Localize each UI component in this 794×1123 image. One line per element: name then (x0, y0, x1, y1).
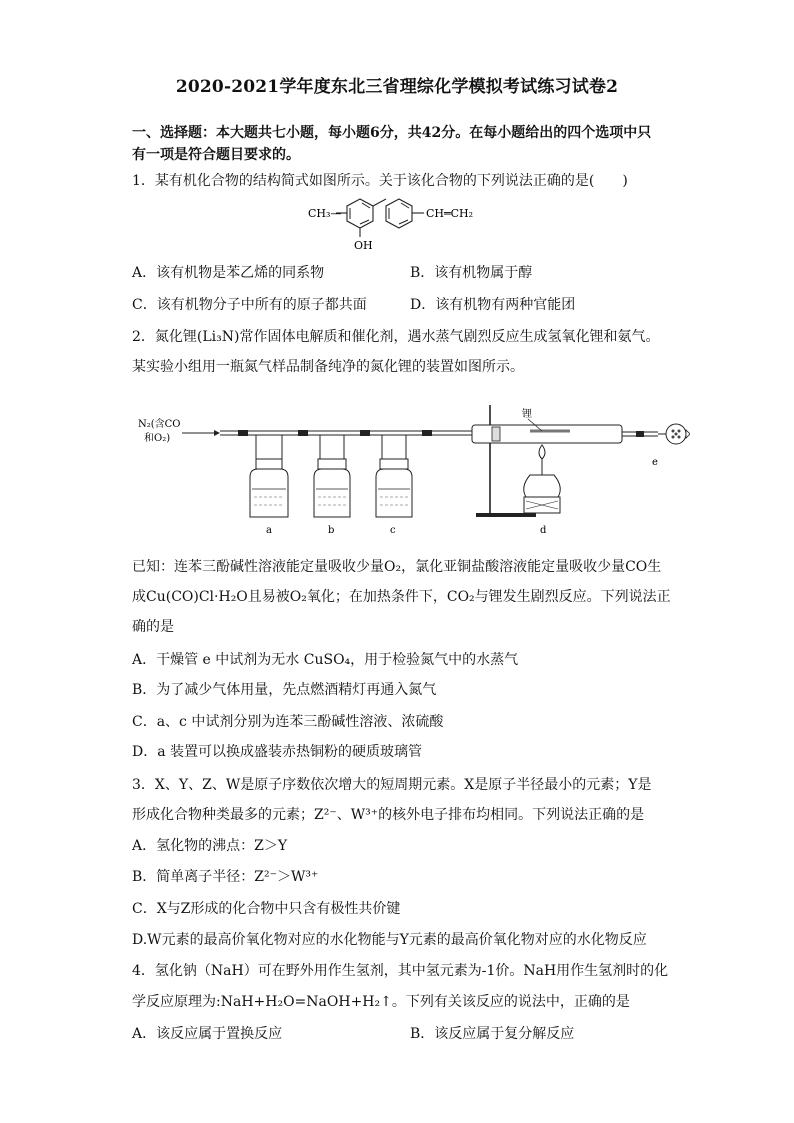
bottle-a (250, 435, 288, 536)
q4-stem-line1: 4．氢化钠（NaH）可在野外用作生氢剂，其中氢元素为-1价。NaH用作生氢剂时的化 (132, 963, 669, 979)
q3-option-a: A．氢化物的沸点：Z＞Y (132, 838, 288, 854)
label-d: d (540, 525, 547, 536)
q4-option-a: A．该反应属于置换反应 (132, 1026, 283, 1042)
q2-apparatus-figure (130, 397, 690, 537)
bottle-c (376, 435, 412, 536)
q3-stem-line1: 3．X、Y、Z、W是原子序数依次增大的短周期元素。X是原子半径最小的元素；Y是 (132, 777, 652, 793)
q1-option-b: B．该有机物属于醇 (410, 265, 533, 281)
q2-inlet-label-1: N₂(含CO (138, 419, 181, 430)
label-c: c (390, 525, 396, 536)
q1-structure-ch3: CH₃— (308, 207, 342, 220)
q1-stem: 1．某有机化合物的结构简式如图所示。关于该化合物的下列说法正确的是( ) (132, 173, 628, 189)
label-b: b (328, 525, 335, 536)
q1-option-d: D．该有机物有两种官能团 (410, 297, 576, 313)
q1-structure-figure (300, 193, 500, 255)
q1-option-a: A．该有机物是苯乙烯的同系物 (132, 265, 325, 281)
q1-structure-vinyl: CH═CH₂ (426, 207, 474, 220)
label-a: a (266, 525, 272, 536)
q2-stem-line2: 某实验小组用一瓶氮气样品制备纯净的氮化锂的装置如图所示。 (132, 359, 524, 375)
label-e: e (652, 457, 658, 468)
q2-option-c: C．a、c 中试剂分别为连苯三酚碱性溶液、浓硫酸 (132, 714, 444, 730)
q2-option-d: D．a 装置可以换成盛装赤热铜粉的硬质玻璃管 (132, 744, 423, 760)
q2-option-a: A．干燥管 e 中试剂为无水 CuSO₄，用于检验氮气中的水蒸气 (132, 652, 519, 668)
q2-known-line2: 成Cu(CO)Cl·H₂O且易被O₂氧化；在加热条件下，CO₂与锂发生剧烈反应。下列说法正 (132, 589, 671, 605)
q1-structure-oh: OH (354, 239, 373, 252)
q2-inlet-label-2: 和O₂) (144, 433, 171, 444)
q3-option-c: C．X与Z形成的化合物中只含有极性共价键 (132, 901, 401, 917)
drying-tube-e (652, 424, 690, 468)
q2-known-line3: 确的是 (132, 619, 174, 635)
q4-option-b: B．该反应属于复分解反应 (410, 1026, 575, 1042)
q2-option-b: B．为了减少气体用量，先点燃酒精灯再通入氮气 (132, 682, 437, 698)
q3-stem-line2: 形成化合物种类最多的元素；Z²⁻、W³⁺的核外电子排布均相同。下列说法正确的是 (132, 807, 645, 823)
section-heading-line2: 有一项是符合题目要求的。 (132, 147, 300, 163)
bottle-b (314, 435, 350, 536)
q1-option-c: C．该有机物分子中所有的原子都共面 (132, 297, 367, 313)
label-lithium: 锂 (522, 409, 532, 420)
page-title: 2020-2021学年度东北三省理综化学模拟考试练习试卷2 (175, 77, 619, 97)
tube-d (472, 405, 622, 536)
q2-stem-line1: 2．氮化锂(Li₃N)常作固体电解质和催化剂，遇水蒸气剧烈反应生成氢氧化锂和氨气。 (132, 329, 660, 345)
q4-stem-line2: 学反应原理为:NaH+H₂O=NaOH+H₂↑。下列有关该反应的说法中，正确的是 (132, 994, 630, 1010)
q3-option-d: D.W元素的最高价氧化物对应的水化物能与Y元素的最高价氧化物对应的水化物反应 (132, 932, 647, 948)
section-heading-line1: 一、选择题：本大题共七小题，每小题6分，共42分。在每小题给出的四个选项中只 (132, 125, 652, 141)
q3-option-b: B．简单离子半径：Z²⁻＞W³⁺ (132, 869, 319, 885)
q2-known-line1: 已知：连苯三酚碱性溶液能定量吸收少量O₂，氯化亚铜盐酸溶液能定量吸收少量CO生 (132, 559, 662, 575)
